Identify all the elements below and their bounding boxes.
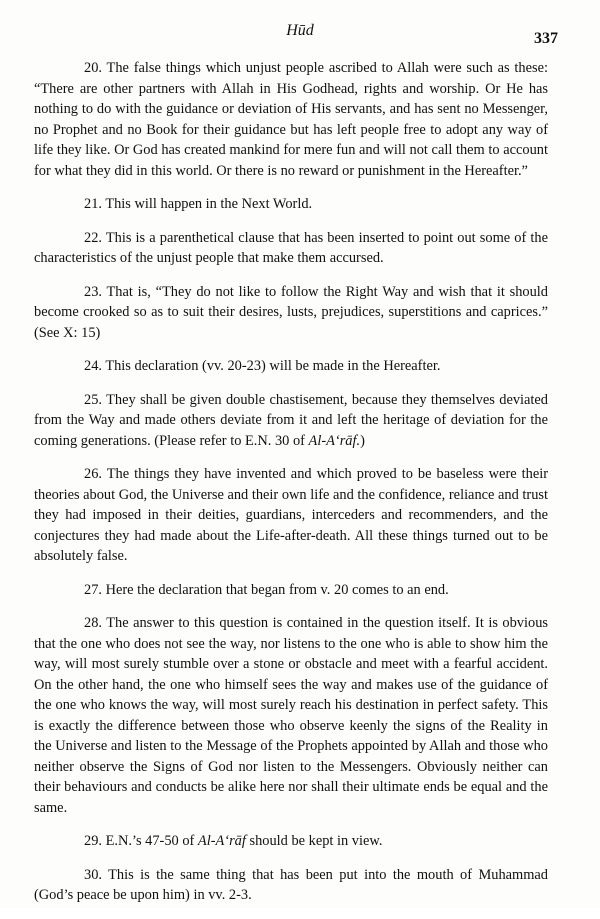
note-29-text: 29. E.N.’s 47-50 of xyxy=(84,833,198,849)
note-28: 28. The answer to this question is contained in the question itself. It is obvious that the one who does not see the way, nor listens to the one who is able to show him the way, will most surely stumble over a stone or obstacle and meet with a fearful accident. On the other hand, the one who himself sees the way and makes use of the guidance of the one who knows the way, will most surely reach his destination in perfect safety. This is exactly the difference between those who observe keenly the signs of the Reality in the Universe and listen to the Message of the Prophets appointed by Allah and those who neither observe the Signs of God nor listen to the Messengers. Obviously neither can their behaviours and conducts be alike here nor shall their ultimate ends be equal and the same. xyxy=(34,615,548,816)
note-25-surah-name: Al-A‘rāf. xyxy=(308,432,361,449)
note-25-text-end: ) xyxy=(360,432,365,449)
note-23: 23. That is, “They do not like to follow the Right Way and wish that it should become crooked so as to suit their desires, lusts, prejudices, superstitions and caprices.” (See X: 15) xyxy=(34,283,548,341)
note-25-text: 25. They shall be given double chastisement, because they themselves deviated from the Way and made others deviate from it and left the heritage of deviation for the coming generations. (Please refer to E.N. 30 of xyxy=(34,391,548,449)
note-25 xyxy=(34,390,548,452)
note-26: 26. The things they have invented and which proved to be baseless were their theories about God, the Universe and their own life and the confidence, reliance and trust they had imposed in their deities, guardians, interceders and recommenders, and the conjectures they had made about the Life-after-death. All these things turned out to be absolutely false. xyxy=(34,466,548,564)
note-29-text-end: should be kept in view. xyxy=(245,833,383,849)
note-20: 20. The false things which unjust people ascribed to Allah were such as these: “There are other partners with Allah in His Godhead, rights and worship. Or He has nothing to do with the guidance or deviation of His servants, and has sent no Messenger, no Prophet and no Book for their guidance but has left people free to adopt any way of life they like. Or God has created mankind for mere fun and will not call them to account for what they did in this world. Or there is no reward or punishment in the Hereafter.” xyxy=(34,60,548,179)
explanatory-notes xyxy=(34,58,548,919)
note-27: 27. Here the declaration that began from v. 20 comes to an end. xyxy=(84,581,449,598)
page-number: 337 xyxy=(534,30,558,47)
note-29-surah-name: Al-A‘rāf xyxy=(197,833,246,849)
note-29 xyxy=(34,831,548,852)
note-22: 22. This is a parenthetical clause that has been inserted to point out some of the characteristics of the unjust people that make them accursed. xyxy=(34,229,548,266)
note-24: 24. This declaration (vv. 20-23) will be made in the Hereafter. xyxy=(84,358,441,374)
note-30: 30. This is the same thing that has been put into the mouth of Muhammad (God’s peace be upon him) in vv. 2-3. xyxy=(34,866,548,903)
running-header-title: Hūd xyxy=(286,22,314,39)
note-21: 21. This will happen in the Next World. xyxy=(84,196,313,212)
